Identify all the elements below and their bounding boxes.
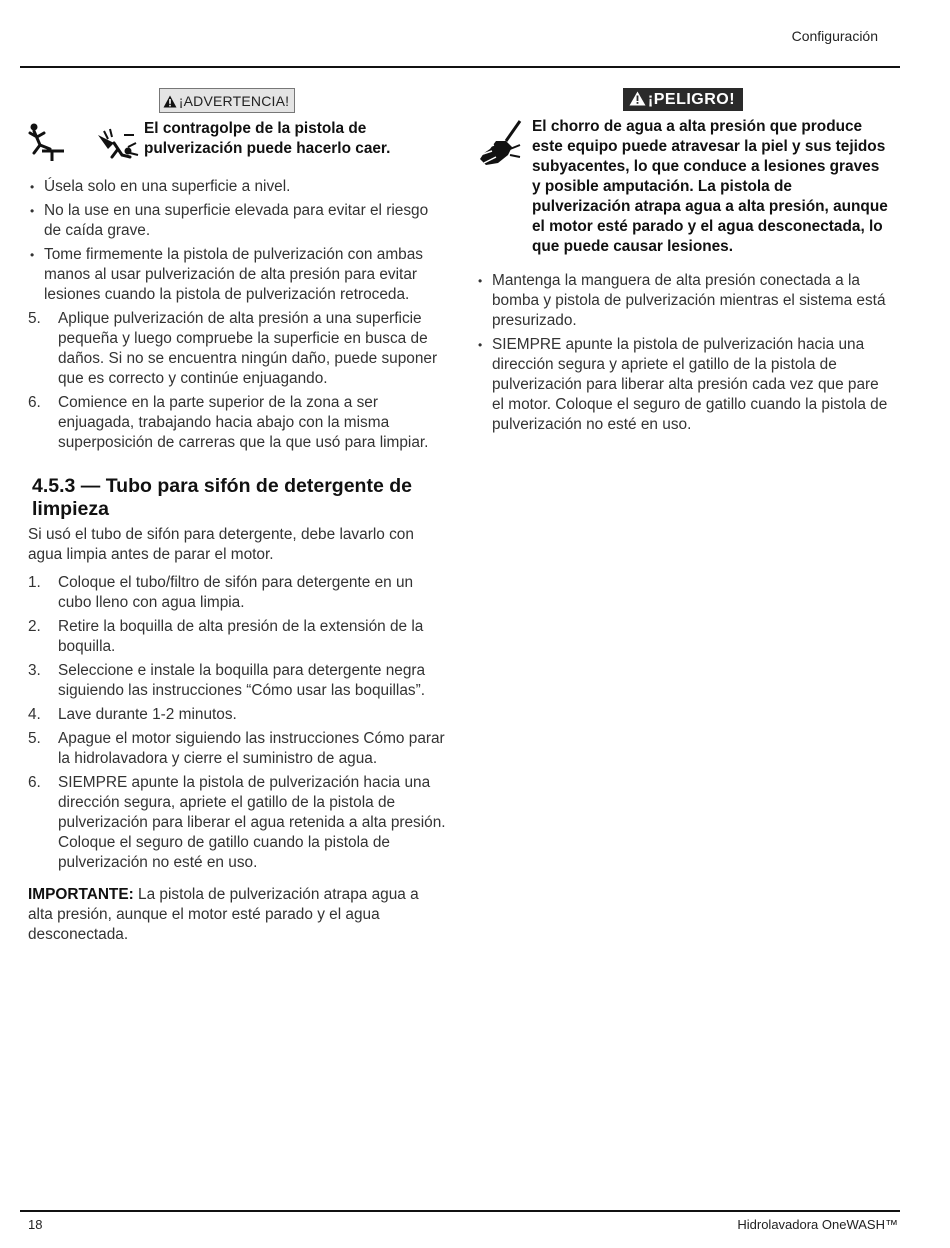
step-number: 5. xyxy=(28,310,41,327)
warning-badge xyxy=(159,88,295,113)
danger-text: El chorro de agua a alta presión que produce este equipo puede atravesar la piel y sus tejidos subyacentes, lo que conduce a lesiones graves y posible amputación. La pistola de pulverización atrapa agua a alta presión, aunque el motor esté parado y el agua desconectada, lo que puede causar lesiones. xyxy=(532,118,888,255)
list-item xyxy=(28,393,446,453)
important-note xyxy=(28,885,446,945)
list-item xyxy=(28,617,446,657)
step-text: Coloque el tubo/filtro de sifón para detergente en un cubo lleno con agua limpia. xyxy=(58,574,414,611)
injection-hazard xyxy=(476,117,890,257)
list-item: • Tome firmemente la pistola de pulverización con ambas manos al usar pulverización de alta presión para evitar lesiones cuando la pistola de pulverización retroceda. xyxy=(28,245,446,305)
danger-triangle-icon xyxy=(629,91,646,106)
step-number: 5. xyxy=(28,730,41,747)
step-text: Retire la boquilla de alta presión de la extensión de la boquilla. xyxy=(58,618,424,655)
list-item xyxy=(28,705,446,725)
step-text: Apague el motor siguiendo las instrucciones Cómo parar la hidrolavadora y cierre el suministro de agua. xyxy=(58,730,445,767)
skin-injection-icon xyxy=(476,119,526,177)
list-item: • SIEMPRE apunte la pistola de pulverización hacia una dirección segura y apriete el gatillo de la pistola de pulverización para liberar alta presión cada vez que pare el motor. Coloque el seguro de gatillo cuando la pistola de pulverización no esté en uso. xyxy=(476,335,890,435)
section-heading: 4.5.3 — Tubo para sifón de detergente de limpieza xyxy=(32,475,412,520)
danger-badge xyxy=(623,88,743,111)
kickback-fall-icon xyxy=(28,119,140,169)
step-text: SIEMPRE apunte la pistola de pulverización hacia una dirección segura, apriete el gatillo de la pistola de pulverización para liberar el agua retenida a alta presión. Coloque el seguro de gatillo cuando la pistola de pulverización no esté en uso. xyxy=(58,774,446,871)
warning-bullets xyxy=(28,177,446,305)
warning-triangle-icon xyxy=(163,95,177,108)
step-text: Lave durante 1-2 minutos. xyxy=(58,706,237,723)
warning-badge-label: ¡ADVERTENCIA! xyxy=(178,93,290,109)
list-item xyxy=(28,729,446,769)
section-intro: Si usó el tubo de sifón para detergente, debe lavarlo con agua limpia antes de parar el motor. xyxy=(28,526,414,563)
danger-badge-label: ¡PELIGRO! xyxy=(647,91,736,108)
kickback-hazard xyxy=(28,119,446,169)
important-text: La pistola de pulverización atrapa agua a alta presión, aunque el motor esté parado y el agua desconectada. xyxy=(28,886,419,943)
step-number: 6. xyxy=(28,774,41,791)
step-text: Seleccione e instale la boquilla para detergente negra siguiendo las instrucciones “Cómo usar las boquillas”. xyxy=(58,662,426,699)
list-item: • No la use en una superficie elevada para evitar el riesgo de caída grave. xyxy=(28,201,446,241)
siphon-steps xyxy=(28,573,446,873)
header-rule xyxy=(20,66,900,68)
list-item xyxy=(28,573,446,613)
left-column xyxy=(28,88,446,945)
footer-product: Hidrolavadora OneWASH™ xyxy=(737,1217,898,1232)
list-item xyxy=(28,309,446,389)
page-header-section: Configuración xyxy=(791,28,878,44)
warning-badge-wrap xyxy=(8,88,446,113)
danger-bullets xyxy=(476,271,890,435)
step-number: 4. xyxy=(28,706,41,723)
footer-rule xyxy=(20,1210,900,1212)
warning-text: El contragolpe de la pistola de pulverización puede hacerlo caer. xyxy=(144,120,391,157)
step-text: Comience en la parte superior de la zona a ser enjuagada, trabajando hacia abajo con la misma superposición de carreras que la que usó para limpiar. xyxy=(58,394,429,451)
list-item xyxy=(28,773,446,873)
list-item xyxy=(28,661,446,701)
step-number: 6. xyxy=(28,394,41,411)
list-item: • Úsela solo en una superficie a nivel. xyxy=(28,177,446,197)
step-number: 3. xyxy=(28,662,41,679)
important-label: IMPORTANTE: xyxy=(28,886,134,903)
list-item: • Mantenga la manguera de alta presión conectada a la bomba y pistola de pulverización mientras el sistema está presurizado. xyxy=(476,271,890,331)
step-number: 1. xyxy=(28,574,41,591)
right-column xyxy=(476,88,890,439)
page-number: 18 xyxy=(28,1217,43,1232)
rinse-steps xyxy=(28,309,446,453)
step-number: 2. xyxy=(28,618,41,635)
step-text: Aplique pulverización de alta presión a una superficie pequeña y luego compruebe la superficie en busca de daños. Si no se encuentra ningún daño, puede suponer que es correcto y continúe enjuagando. xyxy=(58,310,438,387)
danger-badge-wrap xyxy=(476,88,890,111)
